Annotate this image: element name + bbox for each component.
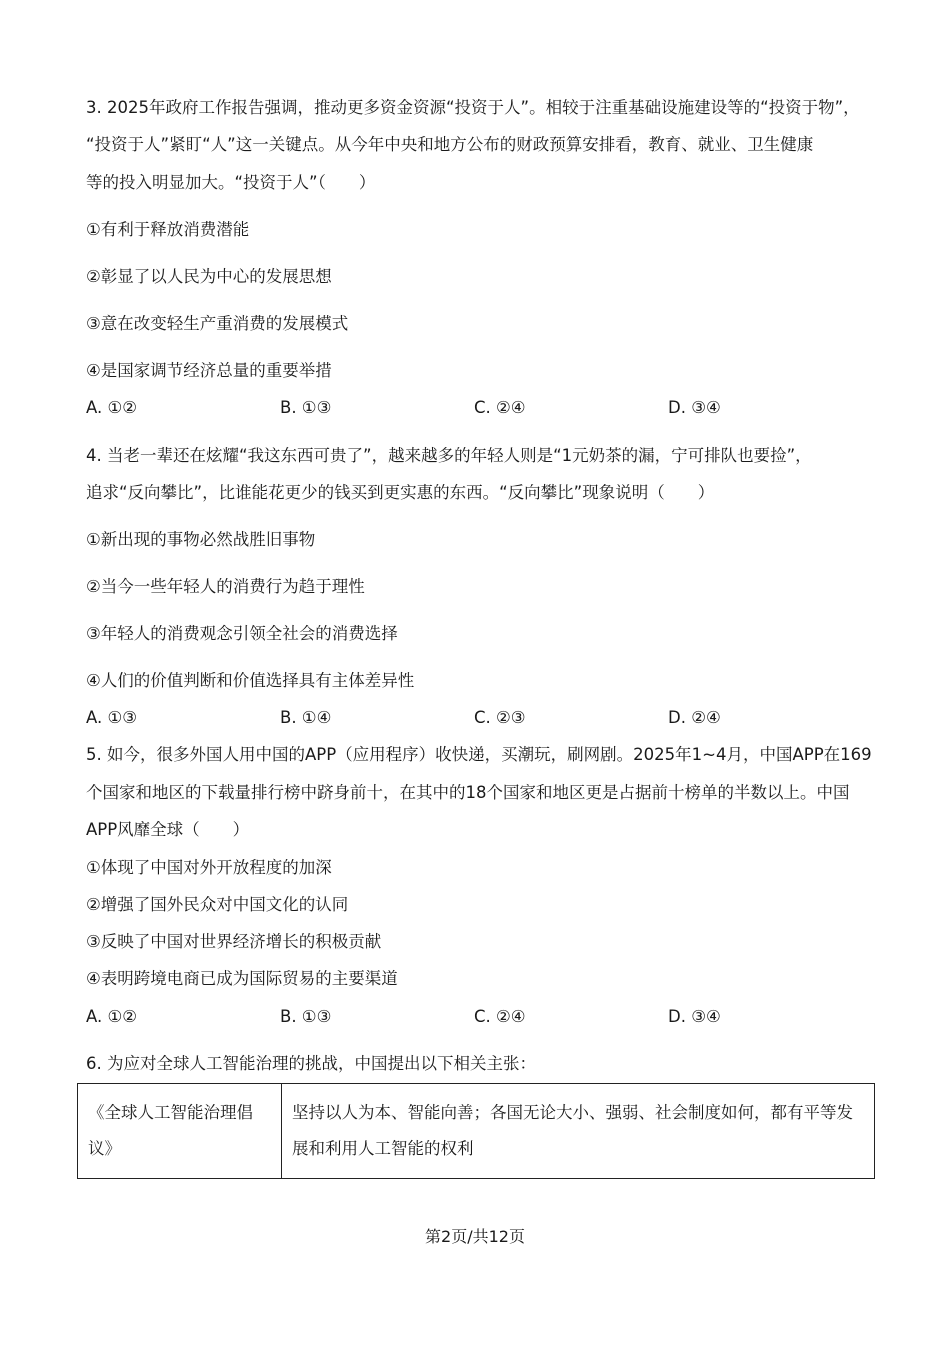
page-number: 第2页/共12页: [425, 1227, 525, 1246]
q3-stem-line-1: 3. 2025年政府工作报告强调，推动更多资金资源“投资于人”。相较于注重基础设施建设等的“投资于物”，: [86, 98, 860, 117]
q5-stem-line-2: 个国家和地区的下载量排行榜中跻身前十，在其中的18个国家和地区更是占据前十榜单的半数以上。中国: [86, 783, 850, 802]
q3-option-b[interactable]: B. ①③: [280, 398, 332, 417]
q6-stem: 6. 为应对全球人工智能治理的挑战，中国提出以下相关主张：: [86, 1054, 536, 1073]
q4-option-c[interactable]: C. ②③: [474, 708, 526, 727]
q3-option-a[interactable]: A. ①②: [86, 398, 138, 417]
q5-statement-3: ③反映了中国对世界经济增长的积极贡献: [86, 932, 382, 951]
q5-stem-line-1: 5. 如今，很多外国人用中国的APP（应用程序）收快递，买潮玩，刷网剧。2025年1~4月，中国APP在169: [86, 745, 872, 764]
q4-option-d[interactable]: D. ②④: [668, 708, 721, 727]
q3-statement-1: ①有利于释放消费潜能: [86, 220, 250, 239]
q3-options: [86, 397, 886, 419]
q6-proposal-name-line-1: 《全球人工智能治理倡: [88, 1103, 253, 1122]
q5-statement-4: ④表明跨境电商已成为国际贸易的主要渠道: [86, 969, 398, 988]
q6-proposal-content-line-2: 展和利用人工智能的权利: [292, 1139, 474, 1158]
q5-option-b[interactable]: B. ①③: [280, 1007, 332, 1026]
q3-stem-line-3: 等的投入明显加大。“投资于人”（ ）: [86, 173, 376, 192]
table-row: [78, 1084, 875, 1179]
q3-option-d[interactable]: D. ③④: [668, 398, 721, 417]
q4-option-b[interactable]: B. ①④: [280, 708, 332, 727]
q3-statement-2: ②彰显了以人民为中心的发展思想: [86, 267, 332, 286]
q4-statement-1: ①新出现的事物必然战胜旧事物: [86, 530, 316, 549]
q5-statement-1: ①体现了中国对外开放程度的加深: [86, 858, 332, 877]
q6-proposal-name-cell: [78, 1084, 282, 1179]
q4-statement-4: ④人们的价值判断和价值选择具有主体差异性: [86, 671, 415, 690]
q5-options: [86, 1006, 886, 1028]
q4-statement-2: ②当今一些年轻人的消费行为趋于理性: [86, 577, 365, 596]
q4-option-a[interactable]: A. ①③: [86, 708, 138, 727]
q5-option-d[interactable]: D. ③④: [668, 1007, 721, 1026]
q4-stem-line-2: 追求“反向攀比”，比谁能花更少的钱买到更实惠的东西。“反向攀比”现象说明（ ）: [86, 483, 715, 502]
q3-option-c[interactable]: C. ②④: [474, 398, 526, 417]
q4-statement-3: ③年轻人的消费观念引领全社会的消费选择: [86, 624, 398, 643]
q5-statement-2: ②增强了国外民众对中国文化的认同: [86, 895, 349, 914]
q6-proposal-table: [77, 1083, 875, 1179]
q6-proposal-name-line-2: 议》: [88, 1139, 121, 1158]
q5-option-c[interactable]: C. ②④: [474, 1007, 526, 1026]
q3-statement-4: ④是国家调节经济总量的重要举措: [86, 361, 332, 380]
q4-stem-line-1: 4. 当老一辈还在炫耀“我这东西可贵了”，越来越多的年轻人则是“1元奶茶的漏，宁可排队也要捡”，: [86, 446, 812, 465]
q6-proposal-content-line-1: 坚持以人为本、智能向善；各国无论大小、强弱、社会制度如何，都有平等发: [292, 1103, 853, 1122]
q5-stem-line-3: APP风靡全球（ ）: [86, 820, 250, 839]
q3-statement-3: ③意在改变轻生产重消费的发展模式: [86, 314, 349, 333]
q5-option-a[interactable]: A. ①②: [86, 1007, 138, 1026]
q4-options: [86, 707, 886, 729]
q3-stem-line-2: “投资于人”紧盯“人”这一关键点。从今年中央和地方公布的财政预算安排看，教育、就业、卫生健康: [86, 135, 814, 154]
q6-proposal-content-cell: [282, 1084, 875, 1179]
